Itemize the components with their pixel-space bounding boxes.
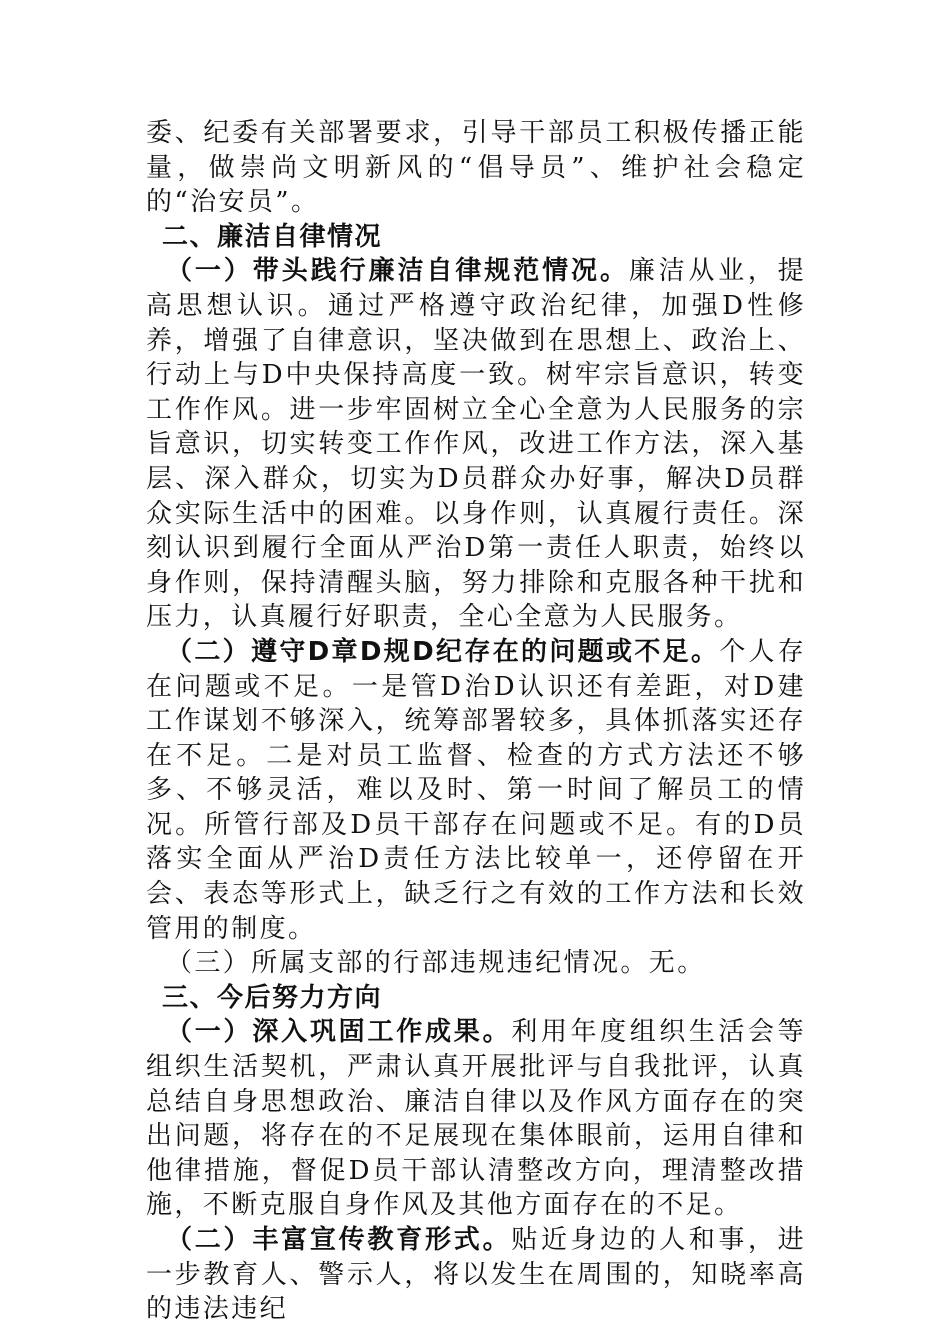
subheading-3: （一）深入巩固工作成果。 — [166, 1017, 512, 1048]
paragraph-self-discipline — [146, 254, 806, 635]
document-body — [146, 116, 806, 1327]
paragraph-text: 个人存在问题或不足。一是管D治D认识还有差距，对D建工作谋划不够深入，统筹部署较多，具体抓落实还存在不足。二是对员工监督、检查的方式方法还不够多、不够灵活，难以及时、第一时间了解员工的情况。所管行部及D员干部存在问题或不足。有的D员落实全面从严治D责任方法比较单一，还停留在开会、表态等形式上，缺乏行之有效的工作方法和长效管用的制度。 — [146, 636, 807, 944]
subheading-1: （一）带头践行廉洁自律规范情况。 — [166, 256, 629, 287]
paragraph-consolidate — [146, 1015, 806, 1223]
paragraph-text: 利用年度组织生活会等组织生活契机，严肃认真开展批评与自我批评，认真总结自身思想政治、廉洁自律以及作风方面存在的突出问题，将存在的不足展现在集体眼前，运用自律和他律措施，督促D员干部认清整改方向，理清整改措施，不断克服自身作风及其他方面存在的不足。 — [146, 1017, 806, 1221]
subheading-4: （二）丰富宣传教育形式。 — [166, 1225, 512, 1255]
paragraph-education — [146, 1223, 806, 1327]
section-heading-2: 二、廉洁自律情况 — [162, 221, 383, 252]
paragraph-problems — [146, 635, 806, 946]
paragraph-text: 贴近身边的人和事，进一步教育人、警示人，将以发生在周围的，知晓率高的违法违纪 — [146, 1225, 806, 1325]
section-heading-3: 三、今后努力方向 — [162, 982, 383, 1013]
paragraph-continuation: 委、纪委有关部署要求，引导干部员工积极传播正能量，做崇尚文明新风的“倡导员”、维护社会稳定的“治安员”。 — [146, 118, 806, 218]
paragraph-text: 廉洁从业，提高思想认识。通过严格遵守政治纪律，加强D性修养，增强了自律意识，坚决做到在思想上、政治上、行动上与D中央保持高度一致。树牢宗旨意识，转变工作作风。进一步牢固树立全心全意为人民服务的宗旨意识，切实转变工作作风，改进工作方法，深入基层、深入群众，切实为D员群众办好事，解决D员群众实际生活中的困难。以身作则，认真履行责任。深刻认识到履行全面从严治D第一责任人职责，始终以身作则，保持清醒头脑，努力排除和克服各种干扰和压力，认真履行好职责，全心全意为人民服务。 — [146, 256, 806, 633]
subheading-2: （二）遵守D章D规D纪存在的问题或不足。 — [166, 636, 720, 667]
paragraph-violations: （三）所属支部的行部违规违纪情况。无。 — [166, 948, 706, 979]
